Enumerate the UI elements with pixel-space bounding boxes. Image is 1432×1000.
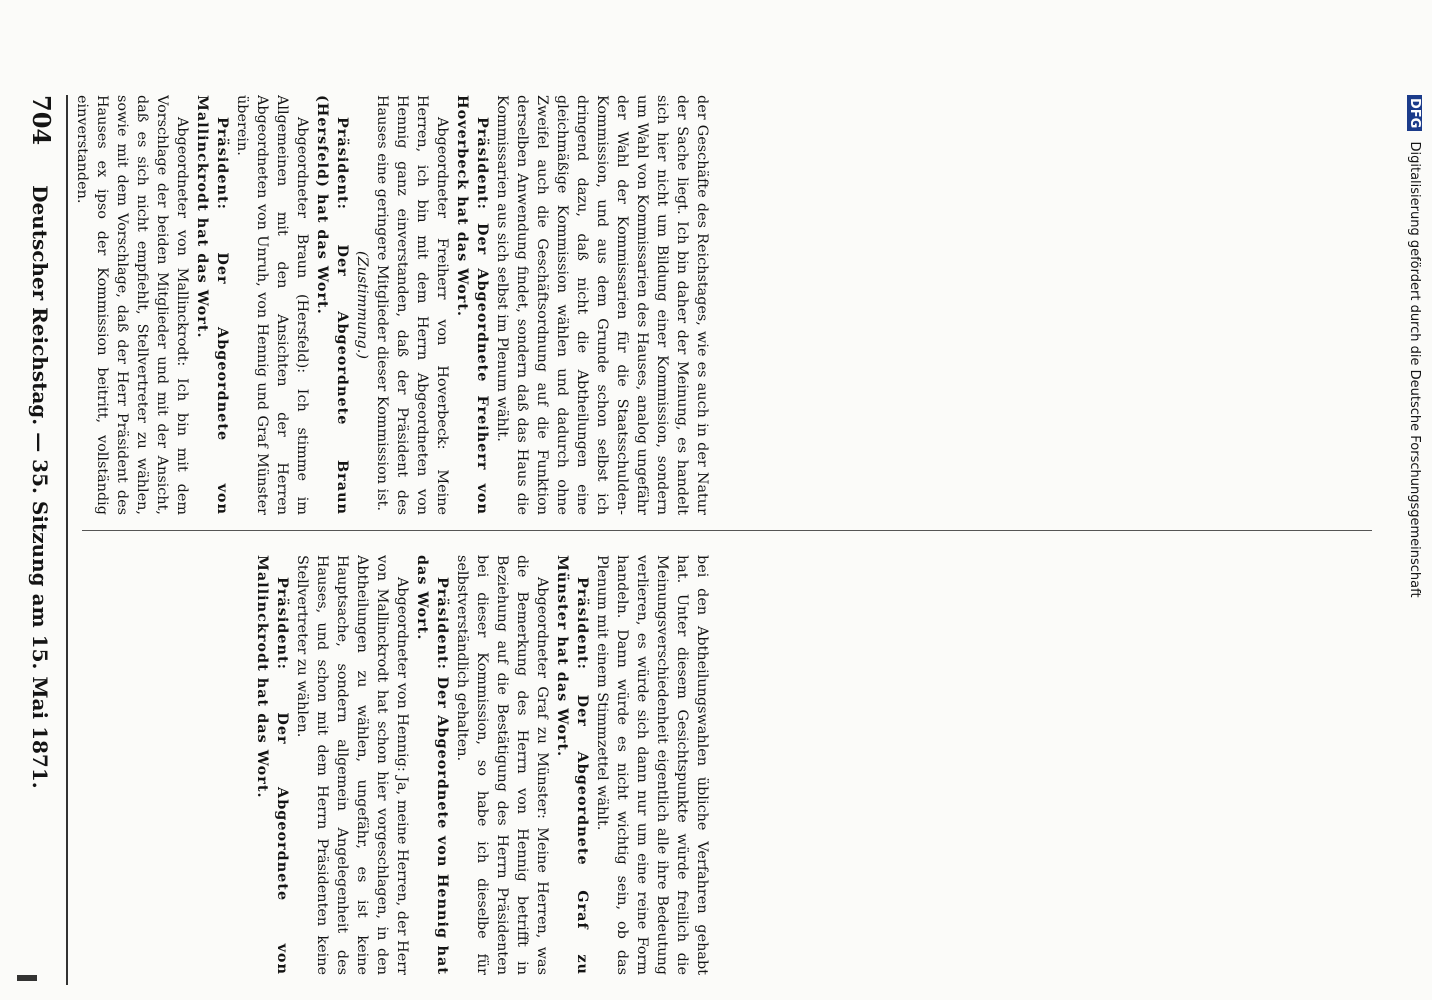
paragraph: Abgeordneter von Hennig: Ja, meine Herren, der Herr von Mallinckrodt hat schon hier vorgeschlagen, in den Abtheilungen zu wählen, ungefähr, es ist keine Hauptsache, sondern allgemein Angelegenheit des Hauses, und schon mit dem Herrn Präsidenten keine Stellvertreter zu wählen. [294, 555, 410, 975]
paragraph-center: (Zustimmung.) [354, 251, 370, 359]
paragraph: Präsident: Der Abgeordnete Graf zu Münster hat das Wort. [554, 555, 591, 975]
paragraph: der Geschäfte des Reichstages, wie es auch in der Natur der Sache liegt. Ich bin daher der Meinung, es handelt sich hier nicht um Bildung einer Kommission, sondern um Wahl von Kommissarien des Hauses, analog ungefähr der Wahl der Kommissarien für die Staatsschulden-Kommission, und aus dem Grunde schon selbst ich dringend dazu, daß nicht die Abtheilungen eine gleichmäßige Kommission wählen und dadurch ohne Zweifel auch die Geschäftsordnung auf die Funktion derselben Anwendung findet, sondern daß das Haus die Kommissarien aus sich selbst im Plenum wählt. [494, 95, 710, 515]
paragraph: Abgeordneter Graf zu Münster: Meine Herren, was die Bemerkung des Herrn von Hennig betrifft in Beziehung auf die Bestätigung des Herrn Präsidenten bei dieser Kommission, so habe ich dieselbe für selbstverständlich gehalten. [454, 555, 550, 975]
paragraph: Abgeordneter Braun (Hersfeld): Ich stimme im Allgemeinen mit den Ansichten der Herren Abgeordneten von Unruh, von Hennig und Graf Münster überein. [234, 95, 310, 515]
paragraph: bei den Abtheilungswahlen übliche Verfahren gehabt hat. Unter diesem Gesichtspunkte würde freilich die Meinungsverschiedenheit eigentlich alle ihre Bedeutung verlieren, es würde sich dann nur um eine reine Form handeln. Dann würde es nicht wichtig sein, ob das Plenum mit einem Stimmzettel wählt. [594, 555, 710, 975]
paragraph: Präsident: Der Abgeordnete Braun (Hersfeld) hat das Wort. [314, 95, 351, 515]
paragraph: Präsident: Der Abgeordnete Freiherr von Hoverbeck hat das Wort. [454, 95, 491, 515]
page-header [26, 95, 56, 985]
page-edge-mark [17, 975, 37, 981]
paragraph: Präsident: Der Abgeordnete von Mallinckrodt hat das Wort. [254, 555, 291, 975]
header-rule [66, 95, 68, 985]
page-number: 704 [27, 95, 56, 146]
footer-text: Digitalisierung gefördert durch die Deutsche Forschungsgemeinschaft [1407, 141, 1422, 598]
dfg-logo: DFG [1407, 95, 1422, 131]
page-title: Deutscher Reichstag. — 35. Sitzung am 15. Mai 1871. [28, 185, 52, 789]
column-divider [82, 530, 1372, 531]
paragraph: Präsident: Der Abgeordnete von Hennig hat das Wort. [414, 555, 451, 975]
paragraph: Präsident: Der Abgeordnete von Mallinckrodt hat das Wort. [194, 95, 231, 515]
paragraph: Abgeordneter Freiherr von Hoverbeck: Meine Herren, ich bin mit dem Herrn Abgeordneten von Hennig ganz einverstanden, daß der Präsident des Hauses eine geringere Mitglieder dieser Kommission ist. [374, 95, 450, 515]
left-column [72, 95, 712, 515]
digitization-footer [1407, 95, 1422, 985]
paragraph: Abgeordneter von Mallinckrodt: Ich bin mit dem Vorschlage der beiden Mitglieder und mit der Ansicht, daß es sich nicht empfiehlt, Stellvertreter zu wählen, sowie mit dem Vorschlage, daß der Herr Präsident des Hauses ex ipso der Kommission beitritt, vollständig einverstanden. [74, 95, 190, 515]
right-column [72, 555, 712, 975]
